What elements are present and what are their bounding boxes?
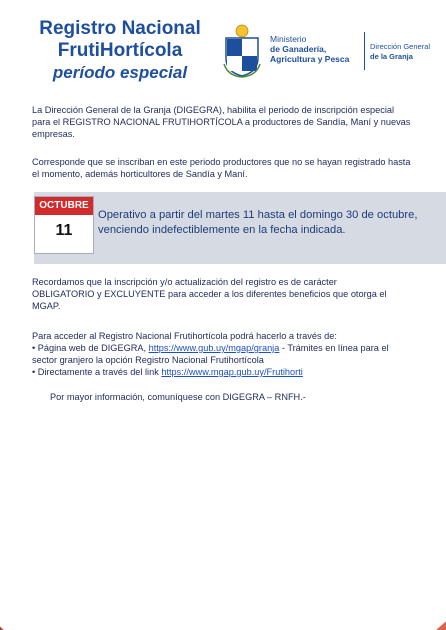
intro-paragraph-2: Corresponde que se inscriban en este periodo productores que no se hayan registrado hasta el momento, además horticultores de Sandía y Maní. [32, 157, 411, 179]
division-name [370, 42, 430, 62]
title-line-2: FrutiHortícola [57, 40, 183, 61]
bullet-2-prefix: • Directamente a través del link [32, 367, 162, 377]
ministry-line-1: Ministerio [270, 34, 307, 44]
title-line-1: Registro Nacional [39, 18, 201, 39]
calendar-icon [34, 196, 94, 254]
access-intro: Para acceder al Registro Nacional Frutihortícola podrá hacerlo a través de: [32, 331, 337, 341]
bullet-1-prefix: • Página web de DIGEGRA, [32, 343, 149, 353]
title-line-3: período especial [52, 63, 188, 82]
coat-of-arms-icon [222, 24, 262, 78]
ministry-name [270, 34, 349, 64]
bullet-1-suffix: - Trámites en línea para el sector granjero la opción Registro Nacional Frutihortícola [32, 343, 389, 365]
calendar-month: OCTUBRE [35, 197, 93, 215]
date-banner [34, 192, 446, 264]
division-line-2: de la Granja [370, 52, 413, 61]
page-title [28, 18, 212, 84]
logo-divider [364, 32, 365, 70]
division-line-1: Dirección General [370, 42, 431, 51]
closing-text: Por mayor información, comuníquese con DIGEGRA – RNFH.- [50, 392, 306, 402]
calendar-day: 11 [55, 222, 73, 239]
banner-text: Operativo a partir del martes 11 hasta el domingo 30 de octubre, venciendo indefectiblemente en la fecha indicada. [98, 209, 418, 236]
reminder-paragraph: Recordamos que la inscripción y/o actualización del registro es de carácter OBLIGATORIO y EXCLUYENTE para acceder a los diferentes beneficios que otorga el MGAP. [32, 277, 387, 311]
white-overlay [0, 270, 446, 630]
header [0, 0, 446, 100]
access-paragraph [32, 330, 392, 378]
digegra-link[interactable]: https://www.gub.uy/mgap/granja [148, 343, 280, 353]
ministry-line-3: Agricultura y Pesca [270, 54, 350, 64]
intro-paragraph-1: La Dirección General de la Granja (DIGEGRA), habilita el periodo de inscripción especial para el REGISTRO NACIONAL FRUTIHORTÍCOLA a productores de Sandía, Maní y nuevas empresas. [32, 105, 411, 139]
ministry-line-2: de Ganadería, [270, 44, 327, 54]
ministry-logo [218, 22, 438, 82]
frutihorti-link[interactable]: https://www.mgap.gub.uy/Frutihorti [161, 367, 303, 377]
sacks-photo [0, 270, 446, 630]
